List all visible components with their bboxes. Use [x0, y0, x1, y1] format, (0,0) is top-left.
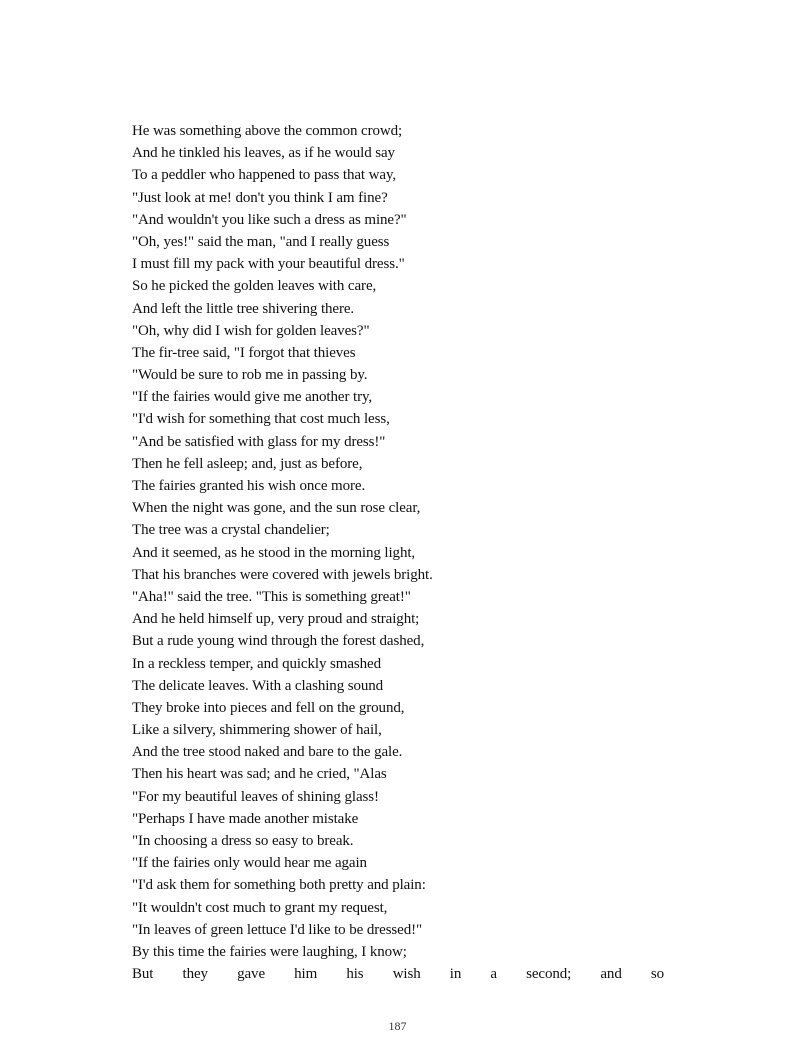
poem-word: wish: [392, 966, 421, 983]
poem-word: a: [490, 966, 497, 983]
poem-line: "Would be sure to rob me in passing by.: [132, 367, 368, 384]
poem-word: and: [600, 966, 622, 983]
poem-line: "Aha!" said the tree. "This is something great!": [132, 588, 411, 605]
poem-word: him: [294, 966, 318, 983]
poem-word: his: [346, 966, 364, 983]
poem-line: Then his heart was sad; and he cried, "Alas: [132, 766, 387, 783]
poem-line: That his branches were covered with jewels bright.: [132, 566, 433, 583]
page-number: 187: [388, 1019, 407, 1033]
poem-line: "And be satisfied with glass for my dress!": [132, 433, 386, 450]
poem-line: The fir-tree said, "I forgot that thieves: [132, 344, 356, 361]
poem-line: "I'd wish for something that cost much less,: [132, 411, 390, 428]
poem-line: And left the little tree shivering there.: [132, 300, 355, 317]
poem-line: "And wouldn't you like such a dress as mine?": [132, 211, 407, 228]
poem-line: "In choosing a dress so easy to break.: [132, 833, 354, 849]
poem-line: By this time the fairies were laughing, I know;: [132, 943, 407, 960]
poem-line: The delicate leaves. With a clashing sound: [132, 677, 384, 694]
poem-line: "Oh, why did I wish for golden leaves?": [132, 322, 370, 339]
poem-line: "If the fairies would give me another try,: [132, 389, 373, 406]
poem-word: But: [132, 966, 154, 983]
poem-line: And he held himself up, very proud and straight;: [132, 611, 420, 628]
poem-line: But a rude young wind through the forest dashed,: [132, 633, 425, 650]
poem-line: The fairies granted his wish once more.: [132, 478, 366, 494]
poem-last-line: [132, 963, 664, 985]
poem-word: gave: [237, 966, 266, 983]
poem-line: The tree was a crystal chandelier;: [132, 522, 330, 539]
poem-text: [132, 120, 672, 985]
poem-line: Then he fell asleep; and, just as before,: [132, 455, 363, 472]
poem-line: "I'd ask them for something both pretty and plain:: [132, 877, 426, 894]
poem-line: And he tinkled his leaves, as if he would say: [132, 145, 395, 162]
poem-line: "It wouldn't cost much to grant my request,: [132, 899, 388, 916]
poem-line: To a peddler who happened to pass that way,: [132, 167, 397, 184]
poem-line: Like a silvery, shimmering shower of hail,: [132, 722, 382, 739]
poem-word: they: [182, 966, 208, 983]
poem-line: "If the fairies only would hear me again: [132, 855, 367, 872]
poem-line: And the tree stood naked and bare to the gale.: [132, 744, 403, 761]
poem-line: I must fill my pack with your beautiful dress.": [132, 256, 405, 273]
poem-line: "Perhaps I have made another mistake: [132, 810, 359, 827]
poem-line: He was something above the common crowd;: [132, 123, 403, 139]
poem-line: And it seemed, as he stood in the morning light,: [132, 544, 416, 561]
poem-line: When the night was gone, and the sun rose clear,: [132, 500, 421, 517]
poem-word: second;: [526, 966, 572, 983]
poem-line: In a reckless temper, and quickly smashed: [132, 655, 381, 672]
poem-word: so: [650, 966, 664, 983]
poem-word: in: [449, 966, 462, 983]
poem-line: "For my beautiful leaves of shining glass!: [132, 788, 379, 805]
poem-line: They broke into pieces and fell on the ground,: [132, 699, 405, 716]
poem-line: "Oh, yes!" said the man, "and I really guess: [132, 233, 390, 250]
poem-line: "In leaves of green lettuce I'd like to be dressed!": [132, 921, 423, 938]
poem-line: So he picked the golden leaves with care,: [132, 278, 377, 295]
poem-line: "Just look at me! don't you think I am fine?: [132, 189, 388, 206]
